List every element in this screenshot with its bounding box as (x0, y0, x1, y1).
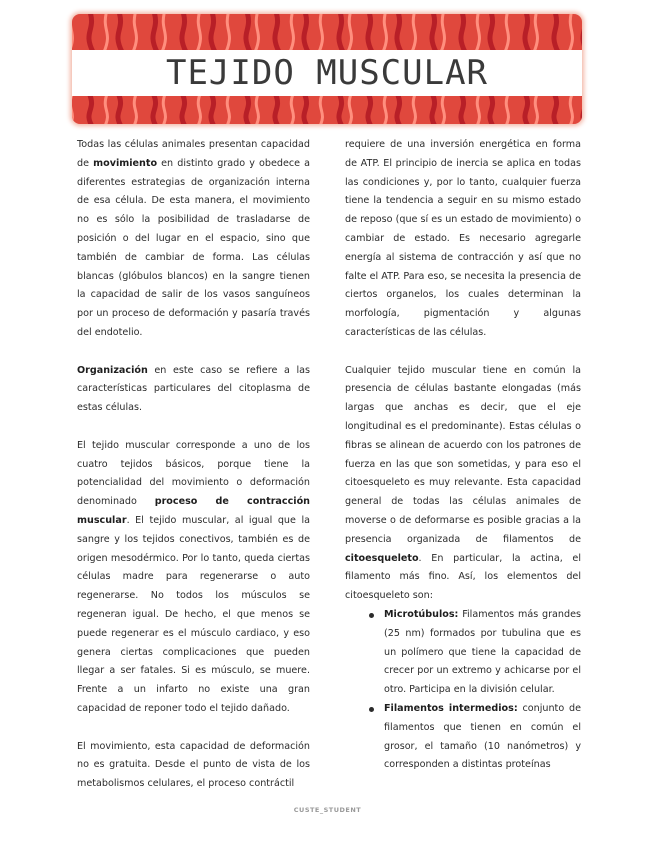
pattern-stroke (275, 14, 279, 52)
pattern-stroke (290, 94, 293, 124)
pattern-stroke (534, 94, 537, 124)
pattern-stroke (525, 94, 529, 124)
pattern-stroke (246, 94, 250, 124)
pattern-stroke (275, 94, 279, 124)
pattern-stroke (554, 94, 558, 124)
list-item: Filamentos intermedios: conjunto de filamentos que tienen en común el grosor, el tamaño (10 nanómetros) y corresponden a distintas proteínas (345, 700, 581, 775)
pattern-stroke (348, 94, 351, 124)
pattern-stroke (412, 94, 415, 124)
pattern-stroke (89, 94, 93, 124)
pattern-stroke (162, 14, 165, 52)
cytoskeleton-list (345, 606, 581, 775)
pattern-stroke (304, 94, 308, 124)
pattern-stroke (461, 14, 465, 52)
pattern-stroke (304, 14, 308, 52)
pattern-stroke (153, 14, 157, 52)
pattern-stroke (153, 94, 157, 124)
pattern-stroke (211, 14, 215, 52)
pattern-stroke (211, 94, 215, 124)
pattern-stroke (197, 14, 200, 52)
pattern-stroke (118, 14, 122, 52)
right-column (345, 136, 581, 775)
pattern-stroke (133, 14, 136, 52)
pattern-stroke (246, 14, 250, 52)
pattern-stroke (569, 14, 572, 52)
paragraph-tejido-muscular: El tejido muscular corresponde a uno de los cuatro tejidos básicos, porque tiene la potencialidad del movimiento o deformación denominado proceso de contracción muscular. El tejido muscular, al igual que la sangre y los tejidos conectivos, también es de origen mesodérmico. Por lo tanto, queda ciertas células madre para regenerarse o auto regenerarse. No todos los músculos se regeneran igual. De hecho, el que menos se puede regenerar es el músculo cardiaco, y eso genera ciertas complicaciones que pueden llegar a ser fatales. Si es músculo, se muere. Frente a un infarto no existe una gran capacidad de reponer todo el tejido dañado. (77, 439, 310, 714)
pattern-stroke (441, 14, 444, 52)
term-citoesqueleto: citoesqueleto (345, 552, 419, 564)
paragraph-movimiento-energia: El movimiento, esta capacidad de deformación no es gratuita. Desde el punto de vista de los metabolismos celulares, el proceso contráctil (77, 740, 310, 790)
pattern-stroke (319, 14, 322, 52)
pattern-stroke (197, 94, 200, 124)
pattern-stroke (505, 94, 508, 124)
page-title: TEJIDO MUSCULAR (165, 53, 489, 93)
pattern-stroke (104, 94, 107, 124)
left-column (77, 136, 310, 794)
pattern-stroke (383, 14, 386, 52)
pattern-stroke (104, 14, 107, 52)
paragraph-citoesqueleto: Cualquier tejido muscular tiene en común la presencia de células bastante elongadas (más largas que anchas es decir, que el eje longitudinal es el predominante). Estas células o fibras se alinean de acuerdo con los patrones de fuerza en las que son sometidas, y para eso el citoesqueleto es muy relevante. Esta capacidad general de todas las células animales de moverse o de deformarse es posible gracias a la presencia organizada de filamentos de citoesqueleto. En particular, la actina, el filamento más fino. Así, los elementos del citoesqueleto son: (345, 364, 581, 602)
pattern-stroke (397, 94, 401, 124)
footer-watermark: CUSTE_STUDENT (293, 806, 362, 814)
pattern-stroke (133, 94, 136, 124)
pattern-stroke (226, 14, 229, 52)
pattern-stroke (339, 14, 343, 52)
pattern-stroke (290, 14, 293, 52)
paragraph-atp: requiere de una inversión energética en forma de ATP. El principio de inercia se aplica en todas las condiciones y, por lo tanto, cualquier fuerza tiene la tendencia a seguir en su mismo estado de reposo (que sí es un estado de movimiento) o cambiar de estado. Es necesario agregarle energía al sistema de contracción y así que no falte el ATP. Para eso, se necesita la presencia de ciertos organelos, los cuales determinan la morfología, pigmentación y algunas características de las células. (345, 139, 581, 338)
pattern-stroke (534, 14, 537, 52)
pattern-stroke (226, 94, 229, 124)
pattern-stroke (412, 14, 415, 52)
pattern-stroke (461, 94, 465, 124)
pattern-stroke (554, 14, 558, 52)
pattern-stroke (476, 94, 479, 124)
paragraph-movimiento: Todas las células animales presentan capacidad de movimiento en distinto grado y obedece a diferentes estrategias de organización interna de esa célula. De esta manera, el movimiento no es sólo la posibilidad de trasladarse de posición o del lugar en el espacio, sino que también de cambiar de forma. Las células blancas (glóbulos blancos) en la sangre tienen la capacidad de salir de los vasos sanguíneos por un proceso de deformación y pasaría través del endotelio. (77, 139, 311, 338)
pattern-stroke (89, 14, 93, 52)
pattern-stroke (319, 94, 322, 124)
pattern-stroke (432, 14, 436, 52)
pattern-stroke (255, 14, 258, 52)
pattern-stroke (339, 94, 343, 124)
pattern-stroke (348, 14, 351, 52)
pattern-stroke (505, 14, 508, 52)
pattern-stroke (569, 94, 572, 124)
pattern-stroke (397, 14, 401, 52)
title-banner (72, 14, 582, 124)
pattern-stroke (490, 14, 494, 52)
list-item: Microtúbulos: Filamentos más grandes (25 nm) formados por tubulina que es un polímero que tiene la capacidad de crecer por un extremo y achicarse por el otro. Participa en la división celular. (345, 606, 581, 700)
pattern-stroke (383, 94, 386, 124)
pattern-stroke (182, 94, 186, 124)
term-organizacion: Organización (77, 364, 148, 376)
pattern-stroke (368, 94, 372, 124)
pattern-stroke (441, 94, 444, 124)
pattern-stroke (118, 94, 122, 124)
term-movimiento: movimiento (93, 157, 158, 169)
pattern-stroke (490, 94, 494, 124)
pattern-stroke (255, 94, 258, 124)
paragraph-organizacion: Organización en este caso se refiere a las características particulares del citoplasma de estas células. (77, 364, 310, 414)
pattern-stroke (525, 14, 529, 52)
pattern-stroke (162, 94, 165, 124)
pattern-stroke (432, 94, 436, 124)
pattern-stroke (476, 14, 479, 52)
pattern-stroke (368, 14, 372, 52)
term-proceso-contraccion: proceso de contracción muscular (77, 496, 310, 526)
title-strip (72, 50, 582, 96)
pattern-stroke (182, 14, 186, 52)
